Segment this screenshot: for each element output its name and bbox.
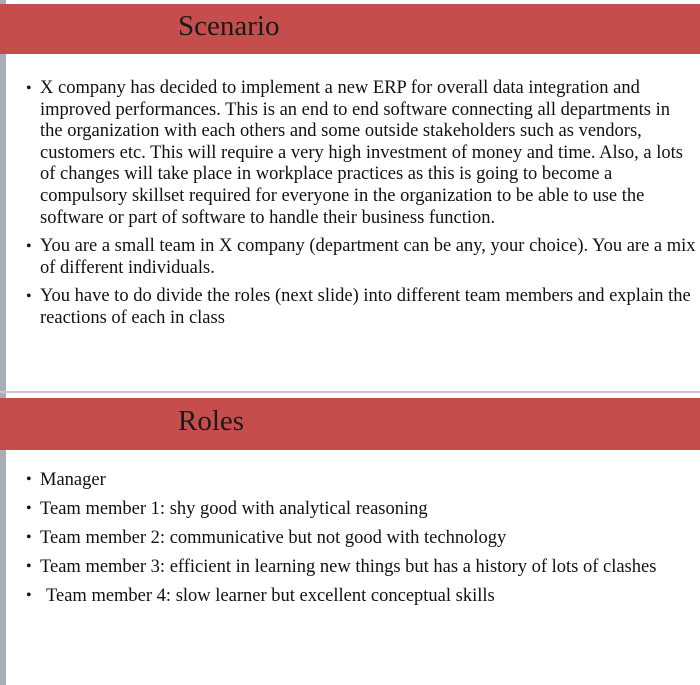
roles-header-bar — [0, 398, 700, 450]
bullet-icon: • — [26, 500, 32, 517]
bullet-icon: • — [26, 80, 32, 97]
roles-bullet-text: Team member 1: shy good with analytical reasoning — [40, 499, 428, 519]
roles-bullet-text: Team member 4: slow learner but excellent conceptual skills — [46, 586, 495, 606]
roles-bullet-item — [26, 469, 696, 491]
roles-bullet-text: Team member 3: efficient in learning new things but has a history of lots of clashes — [40, 557, 657, 577]
scenario-bullet-text: You are a small team in X company (department can be any, your choice). You are a mix of different individuals. — [40, 236, 696, 278]
scenario-bullet-text: You have to do divide the roles (next slide) into different team members and explain the reactions of each in class — [40, 286, 691, 328]
roles-bullet-item — [26, 498, 696, 520]
scenario-bullet-item — [26, 78, 696, 229]
roles-bullet-item — [26, 585, 696, 607]
scenario-bullet-item — [26, 286, 696, 329]
scenario-title: Scenario — [178, 10, 280, 42]
bullet-icon: • — [26, 529, 32, 546]
bullet-icon: • — [26, 558, 32, 575]
scenario-header-bar — [0, 4, 700, 54]
roles-bullet-text: Team member 2: communicative but not good with technology — [40, 528, 507, 548]
roles-title: Roles — [178, 405, 245, 437]
roles-slide — [0, 393, 700, 685]
bullet-icon: • — [26, 587, 32, 604]
roles-bullet-item — [26, 556, 696, 578]
bullet-icon: • — [26, 238, 32, 256]
bullet-icon: • — [26, 471, 32, 488]
scenario-bullet-item — [26, 236, 696, 279]
roles-bullet-list — [26, 469, 696, 614]
scenario-bullet-list — [26, 78, 696, 337]
roles-bullet-item — [26, 527, 696, 549]
roles-bullet-text: Manager — [40, 470, 106, 490]
scenario-bullet-text: X company has decided to implement a new ERP for overall data integration and improved performances. This is an end to end software connecting all departments in the organization with each others and some outside stakeholders such as vendors, customers etc. This will require a very high investment of money and time. Also, a lots of changes will take place in workplace practices as this is going to become a compulsory skillset required for everyone in the organization to be able to use the software or part of software to handle their business function. — [40, 78, 683, 228]
bullet-icon: • — [26, 288, 32, 306]
